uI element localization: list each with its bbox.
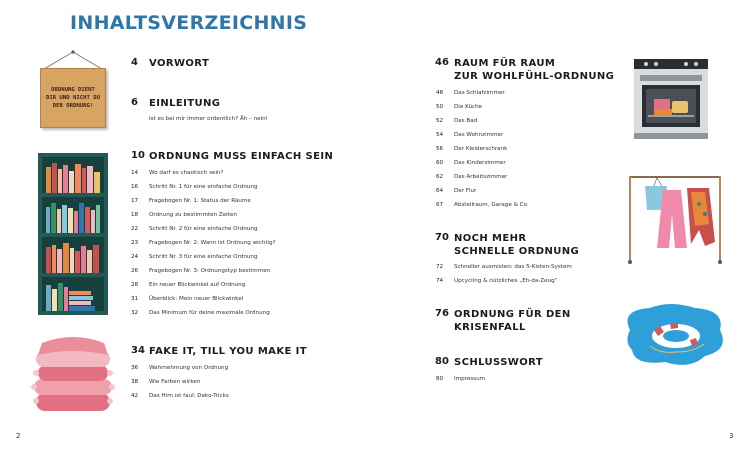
section-page-number: 76	[435, 308, 449, 319]
page-number-right: 3	[729, 432, 734, 440]
page-number-left: 2	[16, 432, 21, 440]
section-page-number: 10	[131, 150, 145, 161]
toc-subentry-page: 56	[436, 146, 444, 152]
section-title-line[interactable]: ZUR WOHLFÜHL-ORDNUNG	[454, 71, 615, 82]
toc-subentry-page: 62	[436, 174, 444, 180]
toc-subentry[interactable]: Das Schlafzimmer	[454, 90, 505, 96]
toc-subentry-page: 80	[436, 376, 444, 382]
section-title-line[interactable]: SCHLUSSWORT	[454, 357, 544, 368]
toc-subentry[interactable]: Das Arbeitszimmer	[454, 174, 508, 180]
toc-subentry-page: 67	[436, 202, 444, 208]
toc-subentry-page: 48	[436, 90, 444, 96]
toc-subentry[interactable]: Impressum	[454, 376, 486, 382]
section-title[interactable]: EINLEITUNG	[149, 98, 221, 109]
page-title: INHALTSVERZEICHNIS	[70, 12, 308, 34]
section-title[interactable]: VORWORT	[149, 58, 210, 69]
section-title[interactable]: FAKE IT, TILL YOU MAKE IT	[149, 346, 307, 357]
toc-subentry-page: 26	[131, 268, 139, 274]
toc-subentry-page: 36	[131, 365, 139, 371]
section-page-number: 46	[435, 57, 449, 68]
toc-subentry-page: 31	[131, 296, 139, 302]
toc-subentry-page: 52	[436, 118, 444, 124]
toc-subentry[interactable]: Wie Farben wirken	[149, 379, 201, 385]
toc-subentry-page: 17	[131, 198, 139, 204]
toc-subentry[interactable]: Abstellraum, Garage & Co.	[454, 202, 529, 208]
wall-sign	[40, 68, 106, 128]
toc-subentry-page: 72	[436, 264, 444, 270]
toc-subentry-page: 74	[436, 278, 444, 284]
section-title-line[interactable]: RAUM FÜR RAUM	[454, 58, 556, 69]
toc-subentry[interactable]: Das Kinderzimmer	[454, 160, 506, 166]
toc-subentry-page: 54	[436, 132, 444, 138]
toc-subentry-page: 42	[131, 393, 139, 399]
toc-subentry-page: 28	[131, 282, 139, 288]
toc-subentry[interactable]: Fragebogen Nr. 1: Status der Räume	[149, 198, 251, 204]
cushions-icon	[30, 333, 116, 413]
toc-subentry[interactable]: Ordnung zu bestimmten Zeiten	[149, 212, 237, 218]
section-page-number: 4	[131, 57, 138, 68]
toc-subentry[interactable]: Fragebogen Nr. 3: Ordnungstyp bestimmen	[149, 268, 271, 274]
section-page-number: 70	[435, 232, 449, 243]
section-page-number: 80	[435, 356, 449, 367]
toc-subentry[interactable]: Wo darf es chaotisch sein?	[149, 170, 224, 176]
toc-subentry[interactable]: Fragebogen Nr. 2: Wann ist Ordnung wichtig?	[149, 240, 276, 246]
section-title[interactable]: ORDNUNG MUSS EINFACH SEIN	[149, 151, 334, 162]
toc-subentry[interactable]: Die Küche	[454, 104, 483, 110]
toc-subentry[interactable]: Schritt Nr. 1 für eine einfache Ordnung	[149, 184, 258, 190]
toc-subentry-page: 14	[131, 170, 139, 176]
toc-subentry-page: 24	[131, 254, 139, 260]
clothes-rack-icon	[625, 170, 725, 266]
toc-subentry[interactable]: Schneller ausmisten: das 5-Kisten-System	[454, 264, 572, 270]
toc-subentry[interactable]: Das Bad	[454, 118, 478, 124]
toc-subentry[interactable]: Das Hirn ist faul: Deko-Tricks	[149, 393, 229, 399]
bookshelf-icon	[38, 153, 108, 315]
toc-subentry[interactable]: Ein neuer Blickwinkel auf Ordnung	[149, 282, 246, 288]
toc-subentry-page: 38	[131, 379, 139, 385]
toc-subentry[interactable]: Das Minimum für deine maximale Ordnung	[149, 310, 270, 316]
section-title-line[interactable]: SCHNELLE ORDNUNG	[454, 246, 580, 257]
section-title-line[interactable]: KRISENFALL	[454, 322, 526, 333]
toc-subentry[interactable]: Der Flur	[454, 188, 477, 194]
toc-subentry[interactable]: Wahrnehmung von Ordnung	[149, 365, 229, 371]
section-page-number: 34	[131, 345, 145, 356]
life-ring-icon	[620, 300, 730, 372]
toc-subentry-page: 16	[131, 184, 139, 190]
toc-subentry[interactable]: Der Kleiderschrank	[454, 146, 508, 152]
section-title-line[interactable]: NOCH MEHR	[454, 233, 527, 244]
toc-subentry-page: 22	[131, 226, 139, 232]
toc-subentry-page: 60	[436, 160, 444, 166]
section-title-line[interactable]: ORDNUNG FÜR DEN	[454, 309, 571, 320]
toc-subentry[interactable]: Das Wohnzimmer	[454, 132, 504, 138]
toc-subentry[interactable]: Überblick: Mein neuer Blickwinkel	[149, 296, 244, 302]
toc-subentry-page: 18	[131, 212, 139, 218]
toc-subentry-page: 50	[436, 104, 444, 110]
toc-subentry-page: 64	[436, 188, 444, 194]
toc-subentry[interactable]: Ist es bei mir immer ordentlich? Äh – nein!	[149, 116, 268, 122]
toc-subentry-page: 32	[131, 310, 139, 316]
toc-subentry[interactable]: Schritt Nr. 2 für eine einfache Ordnung	[149, 226, 258, 232]
sign-text: ORDNUNG DIENT DIR UND NICHT DU DER ORDNUNG!	[46, 87, 100, 109]
toc-subentry-page: 23	[131, 240, 139, 246]
section-page-number: 6	[131, 97, 138, 108]
oven-icon	[632, 57, 710, 143]
toc-subentry[interactable]: Schritt Nr. 3 für eine einfache Ordnung	[149, 254, 258, 260]
toc-subentry[interactable]: Upcycling & nützliches „Eh-da-Zeug“	[454, 278, 558, 284]
